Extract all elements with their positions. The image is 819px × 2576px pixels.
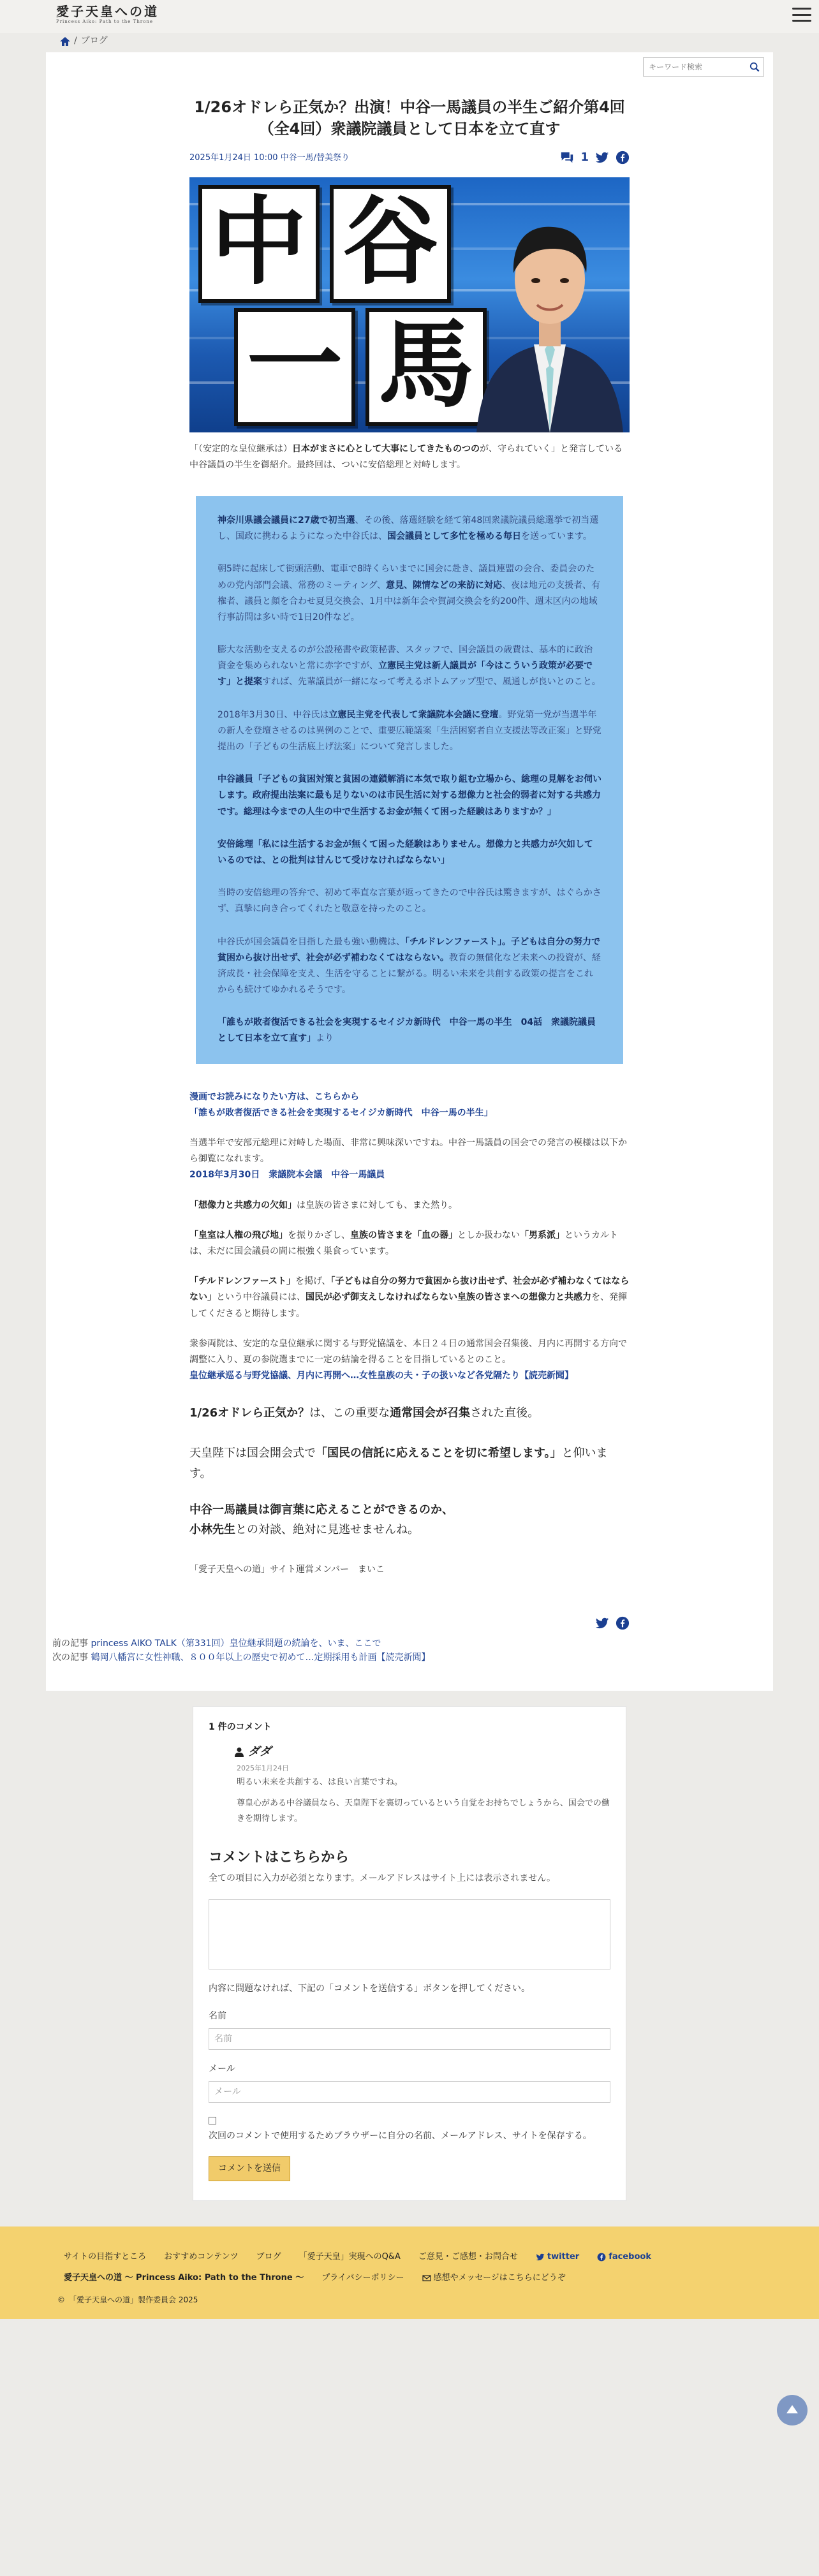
site-logo-subtitle: Princess Aiko: Path to the Throne: [56, 19, 154, 24]
name-field[interactable]: 名前: [209, 2028, 610, 2050]
footer-links: [64, 2271, 755, 2285]
manga-link[interactable]: 漫画でお読みになりたい方は、こちらから: [189, 1091, 359, 1102]
footer-link[interactable]: 「愛子天皇」実現へのQ&A: [299, 2251, 401, 2262]
hamburger-menu-icon[interactable]: [792, 8, 811, 22]
eyecatch-char: 一: [234, 308, 355, 426]
footer-share-bar: [189, 1616, 630, 1630]
body-paragraph: 「チルドレンファースト」を掲げ、「子どもは自分の努力で貧困から抜け出せず、社会が必ず補わなくてはならない」という中谷議員には、国民が必ず御支えしなければならない皇族の皆さまへの想像力と共感力を、発揮してくださると期待します。: [189, 1276, 630, 1319]
facebook-icon: [597, 2253, 606, 2262]
article: [189, 97, 630, 1630]
copyright: © 「愛子天皇への道」製作委員会 2025: [57, 2295, 198, 2304]
body-paragraph: 衆参両院は、安定的な皇位継承に関する与野党協議を、本日２４日の通常国会召集後、月内に再開する方向で調整に入り、夏の参院選までに一定の結論を得ることを目指しているとのこと。 皇位継承巡る与野党協議、月内に再開へ…女性皇族の夫・子の扱いなど各党隔たり【読売新聞】: [189, 1338, 627, 1381]
search-icon[interactable]: [749, 61, 760, 73]
reply-title: コメントはこちらから: [209, 1850, 350, 1866]
eyecatch-char: 馬: [365, 308, 487, 426]
save-info-label: 次回のコメントで使用するためブラウザーに自分の名前、メールアドレス、サイトを保存する。: [209, 2131, 592, 2142]
quote-paragraph: 膨大な活動を支えるのが公設秘書や政策秘書、スタッフで、国会議員の歳費は、基本的に政治資金を集められないと常に赤字ですが、立憲民主党は新人議員が「今はこういう政策が必要です」と提案すれば、先輩議員が一緒になって考えるボトムアップ型で、風通しが良いとのこと。: [218, 645, 601, 688]
eyecatch-char: 中: [198, 185, 320, 303]
body-paragraph: 「想像力と共感力の欠如」は皇族の皆さまに対しても、また然り。: [189, 1200, 457, 1211]
footer-link[interactable]: ご意見・ご感想・お問合せ: [418, 2251, 518, 2262]
lead-paragraph: 天皇陛下は国会開会式で「国民の信託に応えることを切に希望します。」と仰います。: [189, 1446, 608, 1481]
quote-paragraph: 2018年3月30日、中谷氏は立憲民主党を代表して衆議院本会議に登壇。野党第一党が当選半年の新人を登壇させるのは異例のことで、重要広範議案「生活困窮者自立支援法等改正案」と野党提出の「子どもの生活底上げ法案」について発言しました。: [218, 709, 601, 753]
article-category[interactable]: 中谷一馬/替美祭り: [280, 152, 350, 163]
search-box[interactable]: [643, 57, 764, 77]
comments-icon[interactable]: [560, 151, 574, 165]
site-footer: [0, 2226, 819, 2319]
submit-comment-button[interactable]: コメントを送信: [209, 2156, 290, 2181]
body-paragraph: 「皇室は人権の飛び地」を振りかざし、皇族の皆さまを「血の器」としか扱わない「男系派」というカルトは、未だに国会議員の間に根強く巣食っています。: [189, 1230, 618, 1256]
breadcrumb-current[interactable]: ブログ: [80, 36, 108, 46]
name-label: 名前: [209, 2011, 226, 2022]
footer-links: [64, 2249, 755, 2264]
facebook-icon[interactable]: [616, 1616, 630, 1630]
body-paragraph: 当選半年で安部元総理に対峙した場面、非常に興味深いですね。中谷一馬議員の国会での発言の模様は以下から御覧になれます。 2018年3月30日 衆議院本会議 中谷一馬議員: [189, 1138, 627, 1181]
quote-box: [196, 496, 623, 1064]
footer-facebook-link[interactable]: facebook: [597, 2249, 651, 2264]
site-logo[interactable]: 愛子天皇への道 Princess Aiko: Path to the Throne: [56, 4, 159, 24]
quote-paragraph: 中谷氏が国会議員を目指した最も強い動機は、「チルドレンファースト」。子どもは自分の努力で貧困から抜け出せず、社会が必ず補わなくてはならない。教育の無償化など未来への投資が、経済成長・社会保障を支え、生活を守ることに繋がる。明るい未来を共創する政策の提言をこれからも続けてゆかれるそうです。: [218, 936, 601, 996]
video-link[interactable]: 2018年3月30日 衆議院本会議 中谷一馬議員: [189, 1170, 385, 1181]
footer-link[interactable]: ブログ: [256, 2251, 281, 2262]
closing-paragraph: 中谷一馬議員は御言葉に応えることができるのか、 小林先生との対談、絶対に見逃せませんね。: [189, 1503, 454, 1537]
footer-twitter-link[interactable]: twitter: [536, 2249, 579, 2264]
comment-author: ダダ: [234, 1742, 610, 1762]
quote-paragraph: 中谷議員「子どもの貧困対策と貧困の連鎖解消に本気で取り組む立場から、総理の見解をお伺いします。政府提出法案に最も足りないのは市民生活に対する想像力と社会的弱者に対する共感力です。総理は今までの人生の中で生活するお金が無くて困った経験はありますか？」: [218, 774, 601, 817]
main-content: [46, 52, 773, 1691]
search-input[interactable]: [644, 63, 749, 71]
quote-paragraph: 安倍総理「私には生活するお金が無くて困った経験はありません。想像力と共感力が欠如しているのでは、との批判は甘んじて受けなければならない」: [218, 839, 593, 865]
site-header: [0, 0, 819, 46]
comment-textarea[interactable]: [209, 1899, 610, 1969]
home-icon[interactable]: [60, 37, 70, 46]
comment-count[interactable]: 1: [580, 151, 589, 165]
post-navigation: 前の記事 princess AIKO TALK（第331回）皇位継承問題の続論を、いま、ここで 次の記事 鶴岡八幡宮に女性神職、８００年以上の歴史で初めて…定期採用も計画【読売新聞】: [52, 1638, 431, 1663]
manga-link[interactable]: 「誰もが敗者復活できる社会を実現するセイジカ新時代 中谷一馬の半生」: [189, 1107, 493, 1118]
article-title: 1/26オドレら正気か？出演！中谷一馬議員の半生ご紹介第4回（全4回）衆議院議員として日本を立て直す: [194, 98, 625, 138]
comments-heading: 1 件のコメント: [209, 1721, 272, 1732]
quote-paragraph: 神奈川県議会議員に27歳で初当選、その後、落選経験を経て第48回衆議院議員総選挙で初当選し、国政に携わるようになった中谷氏は、国会議員として多忙を極める毎日を送っています。: [218, 515, 599, 542]
prev-post-link[interactable]: princess AIKO TALK（第331回）皇位継承問題の続論を、いま、ここで: [91, 1638, 381, 1649]
facebook-icon[interactable]: [616, 151, 630, 165]
arrow-up-icon: [785, 2403, 799, 2417]
footer-link[interactable]: サイトの目指すところ: [64, 2251, 147, 2262]
twitter-icon: [536, 2253, 545, 2262]
footer-link[interactable]: おすすめコンテンツ: [164, 2251, 239, 2262]
portrait-illustration: [470, 177, 630, 432]
scroll-to-top-button[interactable]: [777, 2395, 808, 2425]
lead-paragraph: 1/26オドレら正気か？は、この重要な通常国会が召集された直後。: [189, 1406, 540, 1420]
comment-text: 明るい未来を共創する、は良い言葉ですね。: [237, 1777, 403, 1787]
article-intro: 「（安定的な皇位継承は）日本がまさに心として大事にしてきたものつのが、守られていく」と発言している中谷議員の半生を御紹介。最終回は、ついに安倍総理と対峙します。: [189, 443, 623, 470]
eyecatch-char: 谷: [330, 185, 451, 303]
save-info-row: [209, 2117, 610, 2144]
footer-link[interactable]: 愛子天皇への道 ～ Princess Aiko: Path to the Throne ～: [64, 2273, 304, 2283]
manga-links: [189, 1089, 630, 1121]
save-info-checkbox[interactable]: [209, 2117, 216, 2124]
twitter-icon[interactable]: [595, 1616, 609, 1630]
comment-text: 尊皇心がある中谷議員なら、天皇陛下を裏切っているという自覚をお持ちでしょうから、国会での働きを期待します。: [237, 1799, 610, 1823]
moderation-note: 内容に問題なければ、下記の「コメントを送信する」ボタンを押してください。: [209, 1983, 530, 1994]
news-link[interactable]: 皇位継承巡る与野党協議、月内に再開へ…女性皇族の夫・子の扱いなど各党隔たり【読売新聞】: [189, 1371, 573, 1381]
reply-note: 全ての項目に入力が必須となります。メールアドレスはサイト上には表示されません。: [209, 1873, 556, 1883]
twitter-icon[interactable]: [595, 151, 609, 165]
email-field[interactable]: メール: [209, 2081, 610, 2103]
article-meta: [189, 147, 630, 168]
signature: 「愛子天皇への道」サイト運営メンバー まいこ: [189, 1564, 385, 1575]
quote-paragraph: 「誰もが敗者復活できる社会を実現するセイジカ新時代 中谷一馬の半生 04話 衆議院議員として日本を立て直す」より: [218, 1017, 596, 1044]
comment: [209, 1742, 610, 1826]
share-bar: [560, 147, 630, 168]
user-icon: [234, 1747, 244, 1757]
next-post-link[interactable]: 鶴岡八幡宮に女性神職、８００年以上の歴史で初めて…定期採用も計画【読売新聞】: [91, 1652, 431, 1663]
breadcrumb: / ブログ: [60, 33, 108, 49]
quote-paragraph: 当時の安倍総理の答弁で、初めて率直な言葉が返ってきたので中谷氏は驚きますが、はぐらかさず、真摯に向き合ってくれたと敬意を持ったのこと。: [218, 888, 601, 915]
quote-paragraph: 朝5時に起床して街頭活動、電車で8時くらいまでに国会に赴き、議員連盟の会合、委員会のための党内部門会議、常務のミーティング、意見、陳情などの来訪に対応、夜は地元の支援者、有権者、議員と顔を合わせ夏見交換会、1月中は新年会や賀詞交換会を約200件、週末区内の地域行事訪問は多い時で1日20件など。: [218, 564, 601, 622]
article-date: 2025年1月24日 10:00: [189, 152, 278, 163]
footer-message-link[interactable]: 感想やメッセージはこちらにどうぞ: [422, 2271, 566, 2285]
mail-icon: [422, 2274, 431, 2283]
email-label: メール: [209, 2064, 235, 2075]
comments-section: [193, 1706, 626, 2201]
footer-link[interactable]: プライバシーポリシー: [321, 2273, 404, 2283]
comment-date: 2025年1月24日: [237, 1764, 289, 1773]
eyecatch-image: [189, 177, 630, 432]
